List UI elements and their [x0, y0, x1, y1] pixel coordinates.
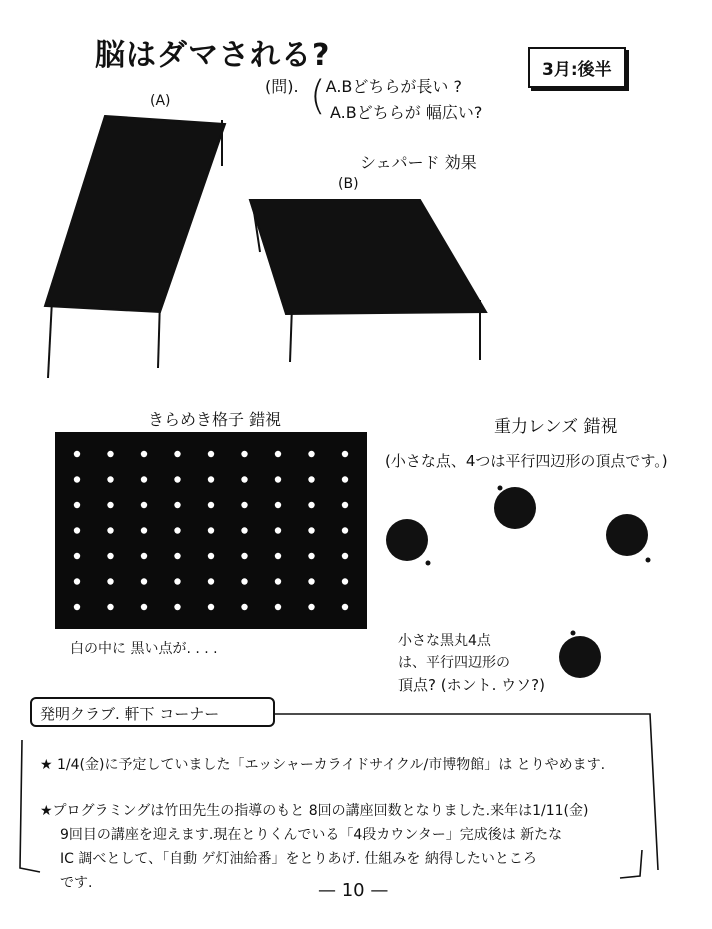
grid-dot: [174, 527, 180, 533]
grid-dot: [74, 476, 80, 482]
page-number: — 10 —: [318, 880, 389, 901]
table-a: [45, 116, 225, 378]
grid-dot: [141, 476, 147, 482]
grid-dot: [141, 578, 147, 584]
grid-dot: [275, 553, 281, 559]
grid-dot: [208, 476, 214, 482]
grid-dot: [107, 527, 113, 533]
grid-dot: [141, 604, 147, 610]
grid-dot: [308, 553, 314, 559]
grid-dot: [208, 604, 214, 610]
lens-small-note: [398, 630, 545, 696]
notice-line-5: です.: [60, 875, 93, 891]
lens-small-note-line-3: 頂点? (ホント. ウソ?): [398, 676, 545, 694]
grid-dot: [342, 604, 348, 610]
grid-dot: [141, 527, 147, 533]
question-prefix: (問).: [265, 77, 299, 96]
grid-dot: [141, 502, 147, 508]
grid-dot: [275, 604, 281, 610]
grid-dot: [174, 604, 180, 610]
question-length: A.Bどちらが長い ?: [325, 77, 462, 96]
notice-line-4: IC 調べとして、「自動 ゲ灯油給番」をとりあげ. 仕組みを 納得したいところ: [60, 851, 537, 867]
grid-dot: [241, 451, 247, 457]
grid-dot: [107, 502, 113, 508]
grid-dot: [107, 553, 113, 559]
grid-dot: [74, 502, 80, 508]
grid-dot: [308, 604, 314, 610]
notice-line-2: ★プログラミングは竹田先生の指導のもと 8回の講座回数となりました.来年は1/11(金): [40, 803, 589, 819]
grid-illusion-title: きらめき格子 錯視: [148, 410, 282, 429]
big-dot: [494, 487, 536, 529]
grid-dot: [174, 451, 180, 457]
table-b: [250, 200, 486, 362]
table-b-label: (B): [338, 176, 359, 192]
question-bracket: (: [310, 73, 326, 119]
grid-dot: [107, 578, 113, 584]
shepard-tables-figure: [0, 0, 712, 420]
corner-title: 発明クラブ. 軒下 コーナー: [40, 705, 220, 723]
lens-illusion-title: 重力レンズ 錯視: [494, 417, 618, 437]
grid-dot: [141, 553, 147, 559]
small-dot: [426, 561, 431, 566]
grid-dot: [308, 451, 314, 457]
grid-dot: [74, 578, 80, 584]
grid-dot: [74, 451, 80, 457]
grid-dot: [275, 527, 281, 533]
grid-dot: [107, 604, 113, 610]
grid-dot: [275, 451, 281, 457]
grid-dot: [174, 502, 180, 508]
grid-caption: 白の中に 黒い点が. . . .: [70, 641, 218, 657]
grid-dots: [55, 432, 367, 629]
grid-dot: [342, 553, 348, 559]
grid-dot: [275, 476, 281, 482]
grid-dot: [208, 502, 214, 508]
lens-small-note-line-1: 小さな黒丸4点: [398, 633, 491, 649]
lens-small-note-line-2: は、平行四辺形の: [398, 655, 510, 671]
small-dot: [571, 631, 576, 636]
page-title: 脳はダマされる?: [95, 38, 331, 73]
grid-dot: [174, 553, 180, 559]
grid-dot: [208, 578, 214, 584]
grid-dot: [308, 527, 314, 533]
grid-dot: [342, 502, 348, 508]
grid-dot: [342, 527, 348, 533]
scintillating-grid: [55, 432, 367, 629]
small-dot: [646, 558, 651, 563]
grid-dot: [141, 451, 147, 457]
question-width: A.Bどちらが 幅広い?: [330, 103, 483, 122]
grid-dot: [241, 553, 247, 559]
grid-dot: [174, 578, 180, 584]
notice-line-1: ★ 1/4(金)に予定していました「エッシャーカライドサイクル/市博物館」は とりやめます.: [40, 757, 606, 773]
shepard-effect-label: シェパード 効果: [360, 153, 477, 172]
big-dot: [386, 519, 428, 561]
date-badge: 3月:後半: [528, 47, 626, 88]
notice-line-3: 9回目の講座を迎えます.現在とりくんでいる「4段カウンター」完成後は 新たな: [60, 827, 563, 843]
grid-dot: [208, 553, 214, 559]
big-dot: [559, 636, 601, 678]
grid-dot: [308, 476, 314, 482]
grid-dot: [107, 451, 113, 457]
table-a-label: (A): [150, 93, 171, 109]
big-dot: [606, 514, 648, 556]
small-dot: [498, 486, 503, 491]
grid-dot: [241, 527, 247, 533]
grid-dot: [241, 578, 247, 584]
grid-dot: [342, 476, 348, 482]
grid-dot: [107, 476, 113, 482]
grid-dot: [241, 502, 247, 508]
grid-dot: [342, 578, 348, 584]
grid-dot: [74, 604, 80, 610]
grid-dot: [208, 451, 214, 457]
grid-dot: [74, 553, 80, 559]
grid-dot: [174, 476, 180, 482]
lens-illusion-note: (小さな点、4つは平行四辺形の頂点です。): [385, 452, 668, 470]
grid-dot: [275, 578, 281, 584]
grid-dot: [342, 451, 348, 457]
grid-dot: [275, 502, 281, 508]
grid-dot: [241, 476, 247, 482]
grid-dot: [308, 502, 314, 508]
grid-dot: [208, 527, 214, 533]
grid-dot: [241, 604, 247, 610]
grid-dot: [74, 527, 80, 533]
grid-dot: [308, 578, 314, 584]
